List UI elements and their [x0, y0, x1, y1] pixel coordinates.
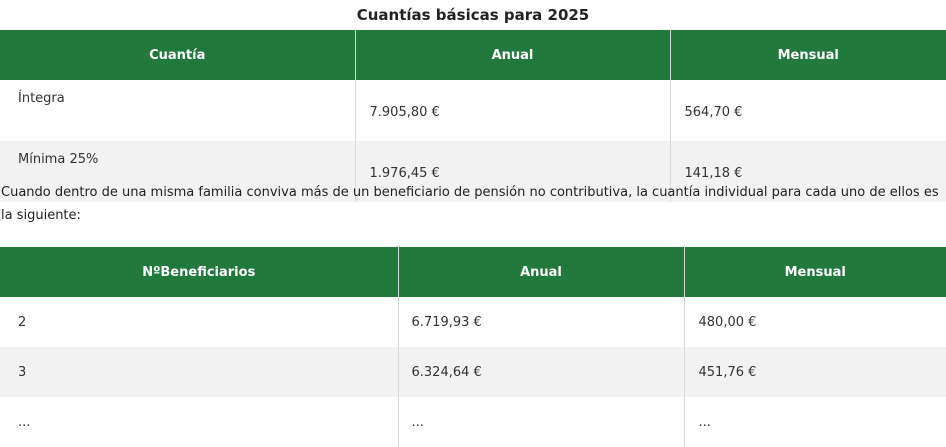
table-row — [0, 347, 946, 397]
table-caption: Cuantías básicas para 2025 — [356, 6, 590, 24]
monthly-value: 451,76 € — [684, 347, 946, 397]
beneficiaries-count: ... — [0, 397, 398, 447]
beneficiaries-count: 2 — [0, 297, 398, 347]
basic-amounts-table — [0, 30, 946, 202]
column-header-anual: Anual — [398, 247, 684, 297]
annual-value: 6.324,64 € — [398, 347, 684, 397]
annual-value: 1.976,45 € — [355, 141, 670, 202]
monthly-value: ... — [698, 414, 711, 430]
table-header-row — [0, 30, 946, 80]
annual-value: 7.905,80 € — [355, 80, 670, 141]
monthly-value: 480,00 € — [698, 314, 757, 330]
column-header-cuantia: Cuantía — [0, 30, 355, 80]
row-label: Íntegra — [0, 80, 355, 141]
monthly-value: 141,18 € — [670, 141, 946, 202]
column-header-anual: Anual — [355, 30, 670, 80]
annual-value: 6.719,93 € — [398, 297, 684, 347]
table-row — [0, 80, 946, 141]
explanatory-paragraph: Cuando dentro de una misma familia conviva más de un beneficiario de pensión no contributiva, la cuantía individual para cada uno de ellos es la siguiente: — [1, 185, 939, 223]
table-row — [0, 397, 946, 447]
column-header-mensual: Mensual — [684, 247, 946, 297]
table-header-row — [0, 247, 946, 297]
beneficiaries-count: 3 — [0, 347, 398, 397]
annual-value: ... — [398, 397, 684, 447]
column-header-beneficiarios: NºBeneficiarios — [0, 247, 398, 297]
beneficiaries-table — [0, 247, 946, 447]
row-label: Mínima 25% — [0, 141, 355, 202]
column-header-mensual: Mensual — [670, 30, 946, 80]
table-row — [0, 297, 946, 347]
monthly-value: 564,70 € — [684, 105, 743, 120]
